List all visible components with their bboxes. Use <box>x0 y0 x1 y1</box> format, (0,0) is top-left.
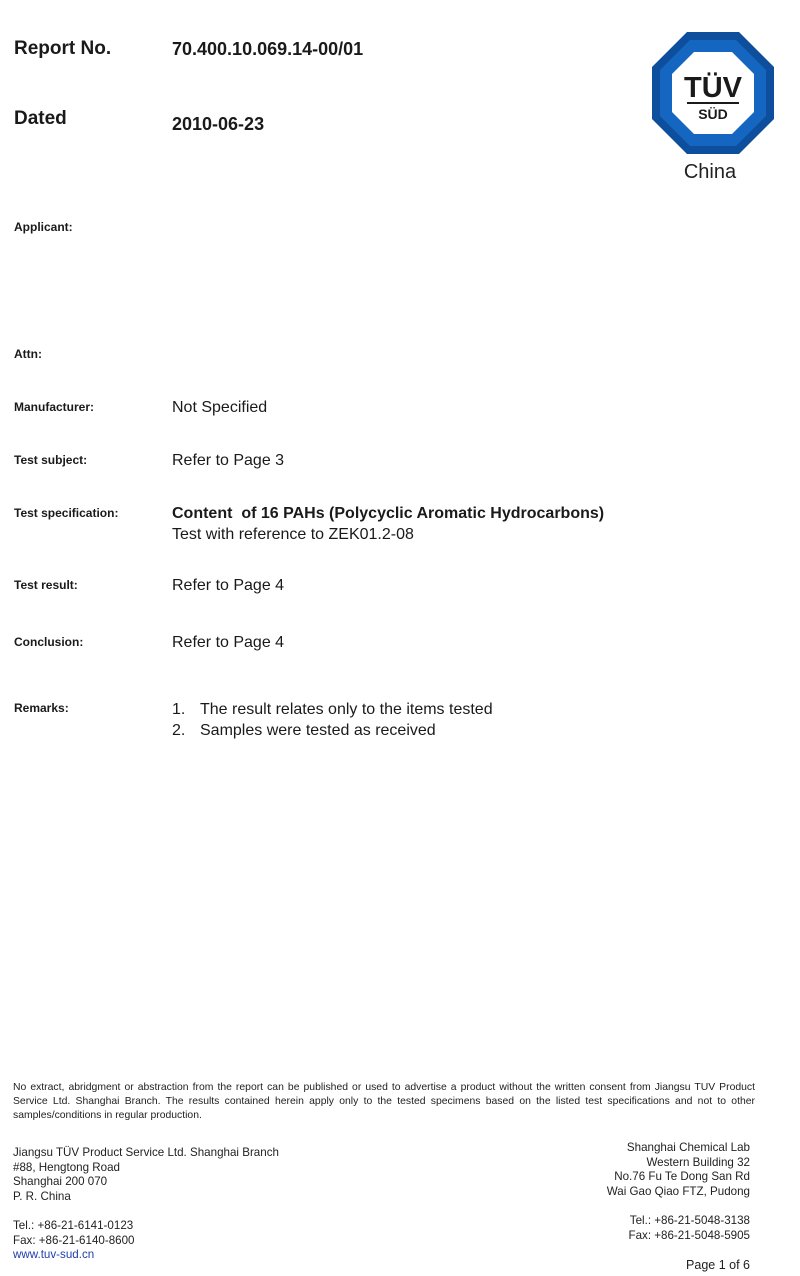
test-result-label: Test result: <box>14 578 78 592</box>
tuv-sud-logo <box>650 30 776 156</box>
logo-brand-top: TÜV <box>684 72 742 104</box>
left-address-line: Jiangsu TÜV Product Service Ltd. Shanghai Branch <box>13 1146 279 1159</box>
test-spec-value-line2: Test with reference to ZEK01.2-08 <box>172 526 414 543</box>
test-result-value: Refer to Page 4 <box>172 577 285 594</box>
applicant-label: Applicant: <box>14 220 73 234</box>
page-number: Page 1 of 6 <box>686 1258 750 1272</box>
test-subject-value: Refer to Page 3 <box>172 452 285 469</box>
list-item <box>172 699 493 720</box>
right-contact-block <box>629 1214 751 1243</box>
test-spec-value-line1: Content of 16 PAHs (Polycyclic Aromatic Hydrocarbons) <box>172 505 605 522</box>
manufacturer-value: Not Specified <box>172 399 268 416</box>
remarks-list <box>172 699 493 741</box>
right-address-line: No.76 Fu Te Dong San Rd <box>614 1170 750 1183</box>
test-spec-label: Test specification: <box>14 506 119 520</box>
test-subject-label: Test subject: <box>14 453 88 467</box>
left-fax: Fax: +86-21-6140-8600 <box>13 1233 135 1247</box>
list-item <box>172 720 493 741</box>
remark-text: Samples were tested as received <box>200 722 436 739</box>
right-address-line: Shanghai Chemical Lab <box>626 1141 750 1154</box>
remark-number: 2. <box>172 722 186 739</box>
attn-label: Attn: <box>14 347 42 361</box>
conclusion-label: Conclusion: <box>14 635 84 649</box>
conclusion-value: Refer to Page 4 <box>172 634 285 651</box>
left-address-line: #88, Hengtong Road <box>13 1160 121 1174</box>
remark-number: 1. <box>172 701 186 718</box>
left-contact-block <box>13 1219 135 1263</box>
remark-text: The result relates only to the items tested <box>200 701 493 718</box>
left-tel: Tel.: +86-21-6141-0123 <box>13 1219 134 1232</box>
dated-value: 2010-06-23 <box>172 114 265 134</box>
left-address-block <box>13 1146 279 1204</box>
right-address-line: Wai Gao Qiao FTZ, Pudong <box>606 1184 750 1198</box>
report-no-label: Report No. <box>14 38 112 59</box>
left-address-line: Shanghai 200 070 <box>13 1175 108 1188</box>
right-fax: Fax: +86-21-5048-5905 <box>628 1228 750 1242</box>
logo-brand-bottom: SÜD <box>698 106 728 122</box>
right-tel: Tel.: +86-21-5048-3138 <box>629 1214 750 1227</box>
dated-label: Dated <box>14 108 67 129</box>
report-no-value: 70.400.10.069.14-00/01 <box>172 39 364 59</box>
remarks-label: Remarks: <box>14 701 69 715</box>
disclaimer-text: No extract, abridgment or abstraction from the report can be published or used to advertise a product without the written consent from Jiangsu TUV Product Service Ltd. Shanghai Branch. The results contained herein apply only to the tested specimens based on the listed test specifications and not to other samples/conditions in regular production. <box>13 1082 755 1121</box>
right-address-block <box>607 1141 750 1199</box>
manufacturer-label: Manufacturer: <box>14 400 95 414</box>
website-link[interactable]: www.tuv-sud.cn <box>13 1248 95 1261</box>
left-address-line: P. R. China <box>13 1189 71 1203</box>
logo-subtitle: China <box>683 161 737 183</box>
right-address-line: Western Building 32 <box>646 1155 750 1169</box>
